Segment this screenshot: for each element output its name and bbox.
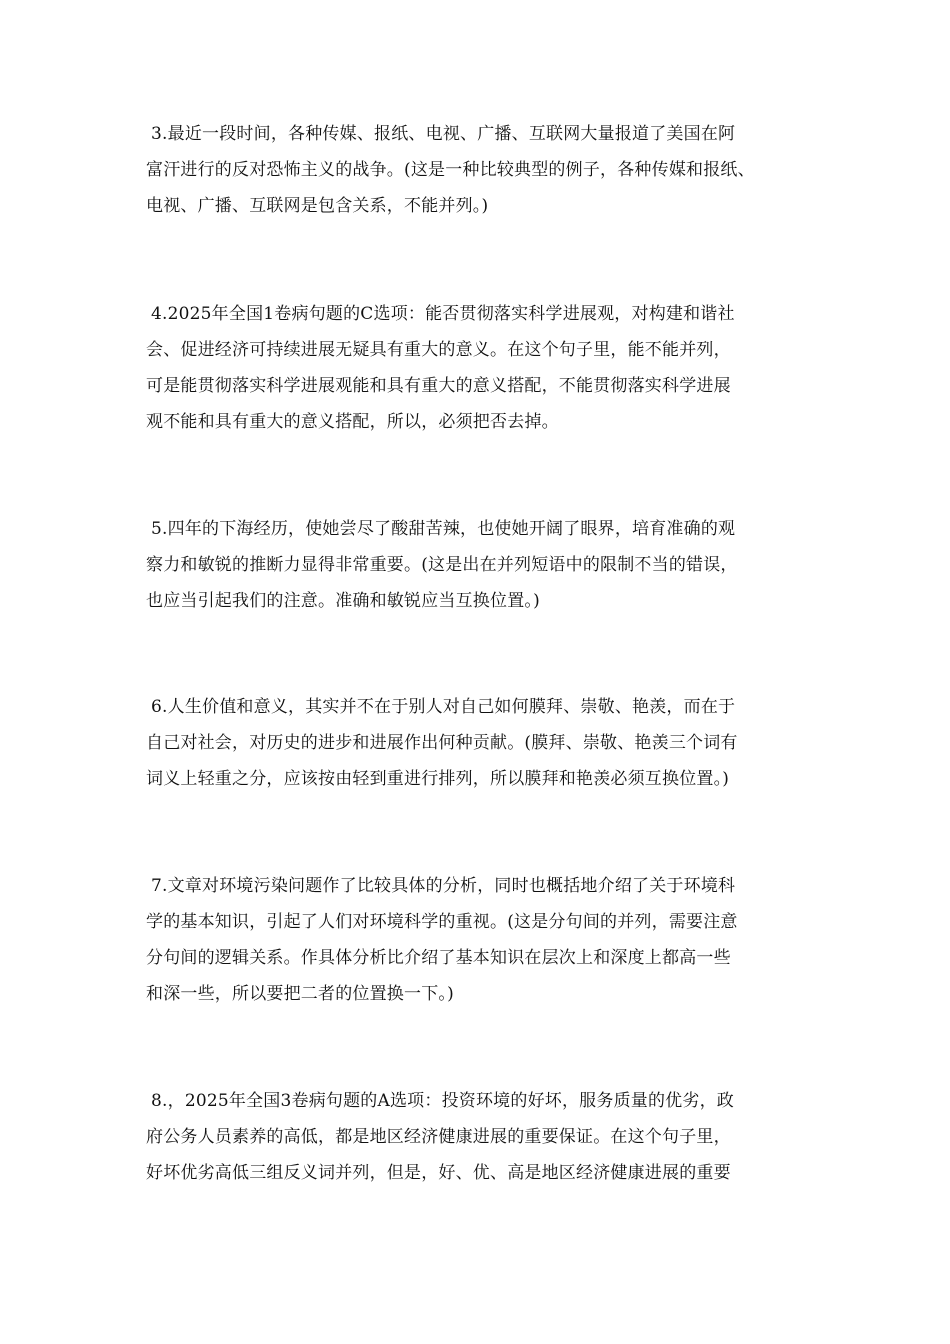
text-line: 自己对社会，对历史的进步和进展作出何种贡献。(膜拜、崇敬、艳羡三个词有: [146, 733, 738, 753]
paragraph-item-6: [146, 689, 846, 797]
text-line: 5.四年的下海经历，使她尝尽了酸甜苦辣，也使她开阔了眼界，培育准确的观: [151, 519, 736, 539]
paragraph-item-5: [146, 511, 846, 619]
paragraph-item-8: [146, 1083, 846, 1191]
text-line: 富汗进行的反对恐怖主义的战争。(这是一种比较典型的例子，各种传媒和报纸、: [146, 160, 755, 180]
text-line: 7.文章对环境污染问题作了比较具体的分析，同时也概括地介绍了关于环境科: [151, 876, 736, 896]
text-line: 6.人生价值和意义，其实并不在于别人对自己如何膜拜、崇敬、艳羡，而在于: [151, 697, 736, 717]
text-line: 好坏优劣高低三组反义词并列，但是，好、优、高是地区经济健康进展的重要: [146, 1163, 731, 1183]
text-line: 府公务人员素养的高低，都是地区经济健康进展的重要保证。在这个句子里，: [146, 1127, 731, 1147]
paragraph-item-4: [146, 296, 846, 440]
text-line: 和深一些，所以要把二者的位置换一下。): [146, 984, 454, 1004]
text-line: 电视、广播、互联网是包含关系，不能并列。): [146, 196, 489, 216]
text-line: 8.，2025年全国3卷病句题的A选项：投资环境的好坏，服务质量的优劣，政: [151, 1091, 734, 1111]
text-line: 词义上轻重之分，应该按由轻到重进行排列，所以膜拜和艳羡必须互换位置。): [146, 769, 730, 789]
text-line: 分句间的逻辑关系。作具体分析比介绍了基本知识在层次上和深度上都高一些: [146, 948, 731, 968]
text-line: 察力和敏锐的推断力显得非常重要。(这是出在并列短语中的限制不当的错误，: [146, 555, 738, 575]
text-line: 也应当引起我们的注意。准确和敏锐应当互换位置。): [146, 591, 540, 611]
text-line: 可是能贯彻落实科学进展观能和具有重大的意义搭配，不能贯彻落实科学进展: [146, 376, 731, 396]
text-line: 观不能和具有重大的意义搭配，所以，必须把否去掉。: [146, 412, 559, 432]
text-line: 4.2025年全国1卷病句题的C选项：能否贯彻落实科学进展观，对构建和谐社: [151, 304, 735, 324]
paragraph-item-3: [146, 116, 846, 224]
paragraph-item-7: [146, 868, 846, 1012]
text-line: 会、促进经济可持续进展无疑具有重大的意义。在这个句子里，能不能并列，: [146, 340, 731, 360]
text-line: 学的基本知识，引起了人们对环境科学的重视。(这是分句间的并列，需要注意: [146, 912, 738, 932]
text-line: 3.最近一段时间，各种传媒、报纸、电视、广播、互联网大量报道了美国在阿: [151, 124, 736, 144]
